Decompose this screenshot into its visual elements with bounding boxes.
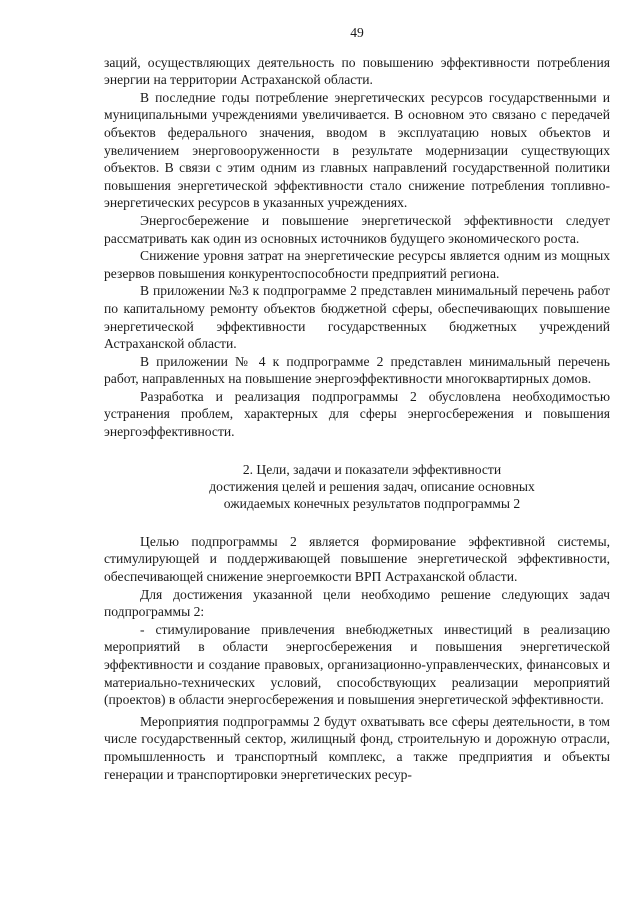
document-page: [104, 24, 610, 783]
section-heading-line: 2. Цели, задачи и показатели эффективности: [242, 461, 502, 477]
section-heading-line: достижения целей и решения задач, описание основных: [209, 479, 535, 495]
paragraph-activities-scope: Мероприятия подпрограммы 2 будут охватывать все сферы деятельности, в том числе государственный сектор, жилищный фонд, строительную и дорожную отрасли, промышленность и транспортный комплекс, а также предприятия и объекты генерации и транспортировки энергетических ресур-: [104, 713, 610, 782]
paragraph-development-rationale: Разработка и реализация подпрограммы 2 обусловлена необходимостью устранения проблем, характерных для сферы энергосбережения и повышения энергоэффективности.: [104, 388, 610, 440]
paragraph-consumption-growth: В последние годы потребление энергетических ресурсов государственными и муниципальными учреждениями увеличивается. В основном это связано с передачей объектов федерального значения, вводом в эксплуатацию новых объектов и увеличением энерговооруженности в результате модернизации существующих объектов. В связи с этим одним из главных направлений государственной политики повышения энергетической эффективности стало снижение потребления топливно-энергетических ресурсов в указанных учреждениях.: [104, 89, 610, 211]
page-number: 49: [350, 25, 364, 40]
paragraph-continuation: заций, осуществляющих деятельность по повышению эффективности потребления энергии на территории Астраханской области.: [104, 54, 610, 88]
paragraph-appendix-3: В приложении №3 к подпрограмме 2 представлен минимальный перечень работ по капитальному ремонту объектов бюджетной сферы, обеспечивающих повышение энергетической эффективности государственных бюджетных учреждений Астраханской области.: [104, 283, 610, 352]
paragraph-appendix-4: В приложении № 4 к подпрограмме 2 представлен минимальный перечень работ, направленных на повышение энергоэффективности многоквартирных домов.: [104, 353, 610, 387]
body-before-heading: [104, 54, 610, 441]
section-heading-line: ожидаемых конечных результатов подпрограммы 2: [223, 496, 521, 512]
body-after-heading: [104, 533, 610, 783]
paragraph-goal: Целью подпрограммы 2 является формирование эффективной системы, стимулирующей и поддерживающей повышение энергетической эффективности, обеспечивающей снижение энергоемкости ВРП Астраханской области.: [104, 533, 610, 585]
paragraph-energy-saving-growth: Энергосбережение и повышение энергетической эффективности следует рассматривать как один из основных источников будущего экономического роста.: [104, 212, 610, 246]
paragraph-cost-reduction: Снижение уровня затрат на энергетические ресурсы является одним из мощных резервов повышения конкурентоспособности предприятий региона.: [104, 248, 610, 281]
section-heading: [134, 461, 610, 513]
paragraph-tasks-intro: Для достижения указанной цели необходимо решение следующих задач подпрограммы 2:: [104, 586, 610, 620]
paragraph-task-item: - стимулирование привлечения внебюджетных инвестиций в реализацию мероприятий в области энергосбережения и повышения энергетической эффективности и создание правовых, организационно-управленческих, финансовых и материально-технических условий, способствующих реализации мероприятий (проектов) в области энергосбережения и повышения энергетической эффективности.: [104, 621, 610, 708]
